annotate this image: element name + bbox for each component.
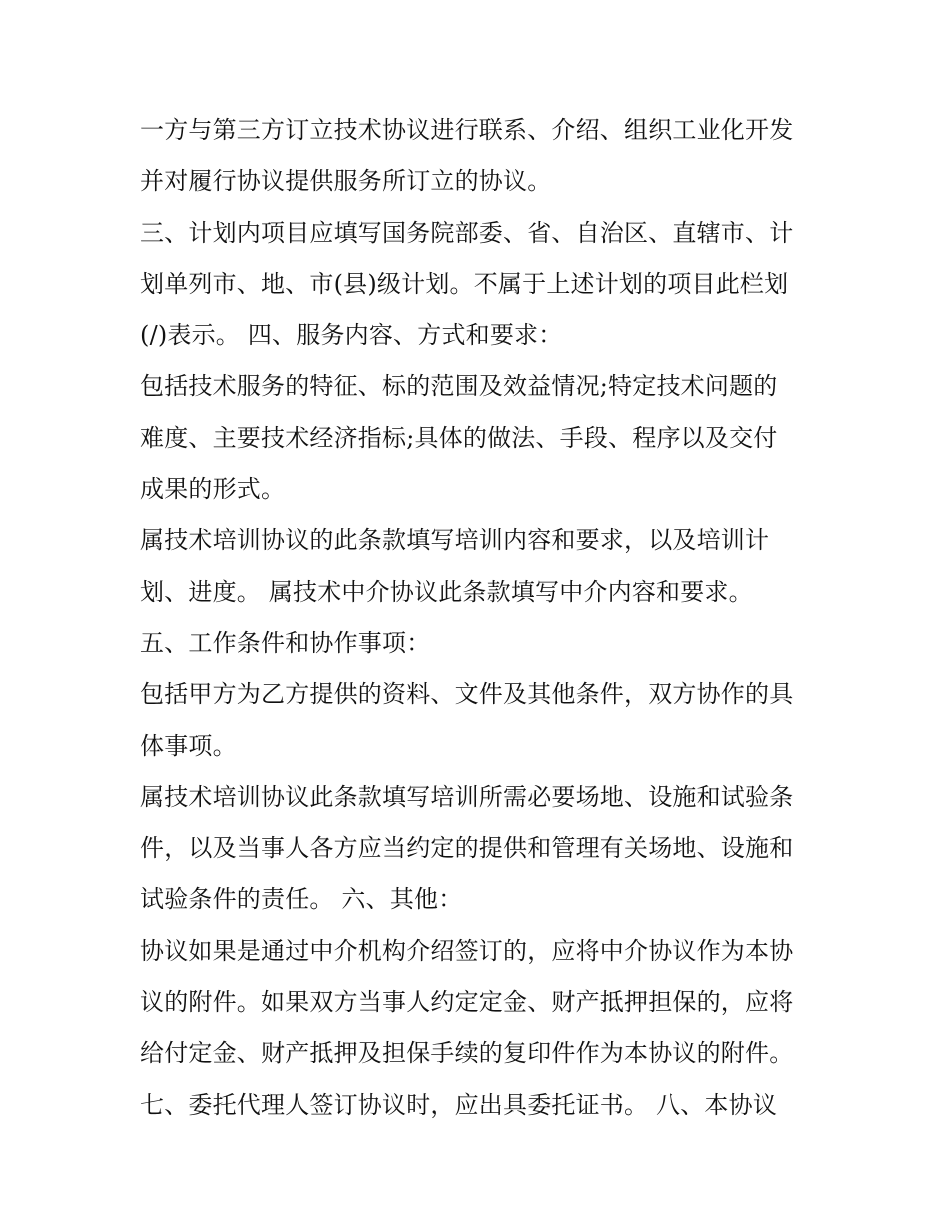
text-line: 件，以及当事人各方应当约定的提供和管理有关场地、设施和 (140, 834, 794, 863)
text-line: 属技术培训协议的此条款填写培训内容和要求，以及培训计 (140, 526, 770, 555)
text-line: 七、委托代理人签订协议时，应出具委托证书。 八、本协议 (140, 1090, 778, 1119)
text-line: 包括技术服务的特征、标的范围及效益情况;特定技术问题的 (140, 372, 778, 401)
text-line: 属技术培训协议此条款填写培训所需必要场地、设施和试验条 (140, 782, 794, 811)
text-line: 划单列市、地、市(县)级计划。不属于上述计划的项目此栏划 (140, 269, 789, 298)
text-line: 五、工作条件和协作事项： (140, 628, 431, 657)
text-line: 成果的形式。 (140, 475, 286, 504)
text-line: 三、计划内项目应填写国务院部委、省、自治区、直辖市、计 (140, 218, 794, 247)
text-line: 难度、主要技术经济指标;具体的做法、手段、程序以及交付 (140, 423, 778, 452)
text-line: 协议如果是通过中介机构介绍签订的，应将中介协议作为本协 (140, 936, 794, 965)
text-line: (/)表示。 四、服务内容、方式和要求： (140, 321, 563, 350)
text-line: 划、进度。 属技术中介协议此条款填写中介内容和要求。 (140, 577, 753, 606)
text-line: 给付定金、财产抵押及担保手续的复印件作为本协议的附件。 (140, 1039, 794, 1068)
document-body (140, 105, 820, 1131)
text-line: 体事项。 (140, 731, 237, 760)
text-line: 并对履行协议提供服务所订立的协议。 (140, 167, 552, 196)
text-line: 一方与第三方订立技术协议进行联系、介绍、组织工业化开发 (140, 116, 794, 144)
text-line: 试验条件的责任。 六、其他： (140, 885, 463, 914)
text-line: 包括甲方为乙方提供的资料、文件及其他条件，双方协作的具 (140, 680, 794, 709)
text-line: 议的附件。如果双方当事人约定定金、财产抵押担保的，应将 (140, 988, 794, 1017)
